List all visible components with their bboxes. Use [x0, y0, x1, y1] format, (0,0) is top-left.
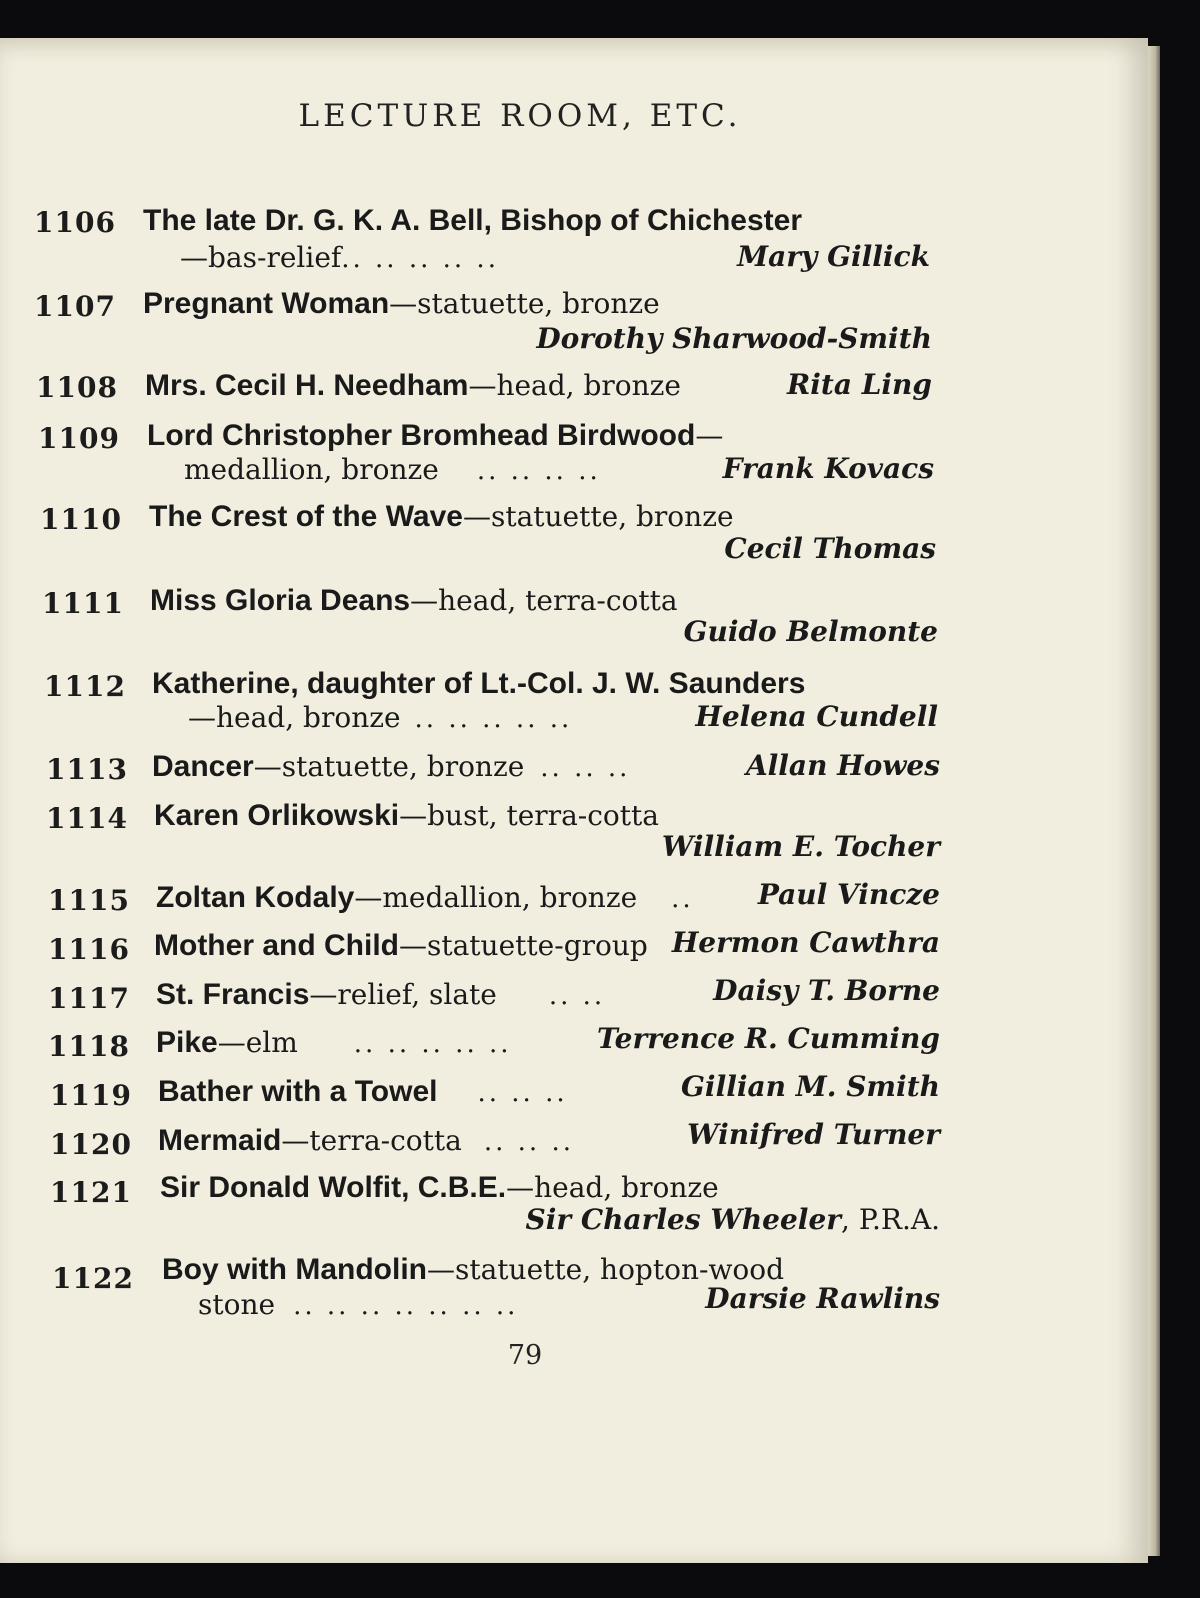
entry-number: 1115 [48, 884, 130, 917]
entry-number: 1120 [50, 1128, 132, 1161]
entry-title: Zoltan Kodaly [156, 881, 355, 914]
entry-number: 1118 [48, 1030, 130, 1063]
artist-name: Terrence R. Cumming [597, 1022, 940, 1055]
dot-leader: .. .. .. .. .. [341, 244, 499, 274]
dot-leader: .. .. .. .. [476, 456, 601, 486]
entry-number: 1111 [42, 587, 124, 620]
entry-description: —statuette-group [398, 929, 648, 962]
entry-title-line [152, 666, 805, 701]
dot-leader: .. [671, 884, 694, 914]
entry-title-line [158, 1123, 574, 1158]
entry-number: 1109 [38, 422, 120, 455]
entry-title-line [158, 1074, 568, 1109]
entry-title-line [143, 286, 660, 321]
entry-title: Pike [156, 1026, 218, 1059]
entry-title: Bather with a Towel [158, 1075, 438, 1108]
running-head: LECTURE ROOM, ETC. [298, 98, 742, 134]
entry-title: Katherine, daughter of Lt.-Col. J. W. Saunders [152, 667, 806, 700]
entry-continuation [184, 452, 601, 486]
dot-leader: .. .. .. .. .. [353, 1029, 512, 1059]
entry-title-line [156, 977, 605, 1012]
entry-title-line [156, 880, 694, 915]
dot-leader: .. .. .. .. .. .. .. [293, 1291, 519, 1321]
artist-name: Sir Charles Wheeler [525, 1203, 842, 1236]
artist-name: Paul Vincze [757, 878, 940, 911]
dot-leader: .. .. .. [483, 1127, 574, 1157]
entry-title: Lord Christopher Bromhead Birdwood [147, 419, 696, 452]
entry-description: — [695, 419, 724, 452]
entry-description: —bust, terra-cotta [399, 799, 659, 832]
artist-name: Frank Kovacs [722, 452, 934, 485]
entry-number: 1110 [40, 503, 122, 536]
entry-number: 1116 [48, 933, 130, 966]
entry-title: The Crest of the Wave [149, 500, 463, 533]
artist-name: Hermon Cawthra [671, 926, 940, 959]
artist-name: Darsie Rawlins [705, 1282, 940, 1315]
entry-title-line [149, 499, 734, 534]
entry-title: Mother and Child [154, 929, 399, 962]
entry-description: —statuette, bronze [253, 750, 525, 783]
entry-title-line [154, 798, 659, 833]
artist-name: Cecil Thomas [724, 532, 936, 565]
dot-leader: .. .. .. [477, 1078, 568, 1108]
entry-number: 1117 [48, 982, 130, 1015]
entry-continuation [188, 700, 572, 734]
entry-continuation-text: medallion, bronze [184, 453, 439, 486]
page-number: 79 [507, 1340, 543, 1371]
entry-number: 1106 [34, 206, 116, 239]
artist-credit: Sir Charles Wheeler, P.R.A. [525, 1203, 940, 1236]
entry-number: 1122 [52, 1262, 134, 1295]
entry-number: 1119 [50, 1079, 132, 1112]
entry-description: —statuette, bronze [462, 500, 734, 533]
artist-name: Helena Cundell [695, 700, 938, 733]
artist-name: Rita Ling [787, 368, 932, 401]
artist-name: Guido Belmonte [683, 615, 938, 648]
entry-title: Pregnant Woman [143, 287, 390, 320]
entry-title: Mrs. Cecil H. Needham [145, 369, 469, 402]
entry-title: Sir Donald Wolfit, C.B.E. [160, 1171, 507, 1204]
entry-number: 1112 [44, 670, 126, 703]
entry-title-line [162, 1252, 784, 1287]
entry-title-line [160, 1170, 719, 1205]
entry-title: Karen Orlikowski [154, 799, 400, 832]
entry-continuation-text: stone [198, 1288, 276, 1321]
dot-leader: .. .. .. [540, 753, 631, 783]
entry-title-line [150, 583, 678, 618]
entry-description: —head, terra-cotta [410, 584, 678, 617]
entry-title-line [145, 368, 681, 403]
entry-title: Miss Gloria Deans [150, 584, 411, 617]
entry-title: Mermaid [158, 1124, 282, 1157]
entry-description: —statuette, hopton-wood [426, 1253, 785, 1286]
entry-description: —head, bronze [468, 369, 681, 402]
artist-name: Daisy T. Borne [713, 974, 940, 1007]
entry-description: —terra-cotta [281, 1124, 462, 1157]
artist-name: Allan Howes [745, 749, 940, 782]
entry-description: —head, bronze [506, 1171, 719, 1204]
entry-number: 1108 [36, 371, 118, 404]
entry-title-line [152, 749, 630, 784]
entry-description: —elm [217, 1026, 298, 1059]
dot-leader: .. .. .. .. .. [414, 704, 573, 734]
entry-title-line [154, 928, 648, 963]
page-edge [1148, 46, 1160, 1556]
entry-continuation [198, 1287, 518, 1321]
entry-continuation [180, 240, 499, 274]
entry-title: The late Dr. G. K. A. Bell, Bishop of Chichester [143, 204, 803, 237]
artist-name: Gillian M. Smith [681, 1070, 940, 1103]
artist-name: William E. Tocher [661, 830, 940, 863]
artist-honor: P.R.A. [858, 1203, 940, 1236]
entry-title-line [143, 203, 802, 238]
artist-name: Winifred Turner [687, 1118, 940, 1151]
entry-number: 1113 [46, 753, 128, 786]
artist-name: Dorothy Sharwood-Smith [536, 322, 932, 355]
entry-number: 1121 [50, 1176, 132, 1209]
entry-title-line [147, 418, 723, 453]
entry-title: Dancer [152, 750, 254, 783]
entry-number: 1107 [34, 290, 116, 323]
dot-leader: .. .. [548, 981, 606, 1011]
entry-number: 1114 [46, 802, 128, 835]
entry-description: —statuette, bronze [389, 287, 660, 320]
entry-title: Boy with Mandolin [162, 1253, 427, 1286]
entry-description: —relief, slate [309, 978, 497, 1011]
entry-title: St. Francis [156, 978, 310, 1011]
entry-title-line [156, 1025, 512, 1060]
entry-description: —medallion, bronze [354, 881, 638, 914]
entry-continuation-text: —bas-relief [180, 241, 342, 274]
entry-continuation-text: —head, bronze [188, 701, 401, 734]
artist-name: Mary Gillick [737, 240, 930, 273]
